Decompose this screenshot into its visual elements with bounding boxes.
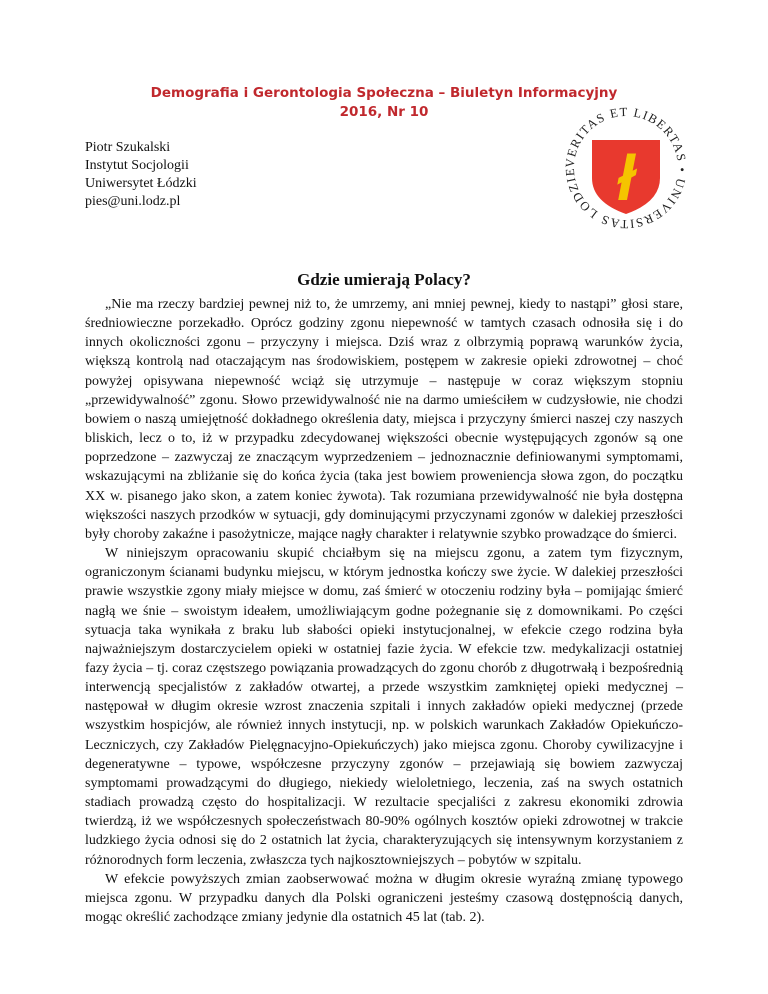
- paragraph: „Nie ma rzeczy bardziej pewnej niż to, że umrzemy, ani mniej pewnej, kiedy to nastąpi” głosi stare, średniowieczne porzekadło. Oprócz godziny zgonu niepewność w tamtych czasach odnosiła się i do innych okoliczności zgonu – przyczyny i miejsca. Dziś wraz z olbrzymią poprawą warunków życia, większą kontrolą nad otaczającym nas środowiskiem, postępem w zakresie opieki zdrowotnej – choć powyżej opisywana niepewność wciąż się utrzymuje – następuje w coraz większym stopniu „przewidywalność” zgonu. Słowo przewidywalność nie na darmo umieściłem w cudzysłowie, nie chodzi bowiem o naszą umiejętność dokładnego określenia daty, miejsca i przyczyny śmierci naszej czy naszych bliskich, lecz o to, iż w przypadku zdecydowanej większości obecnie występujących zgonów są one poprzedzone – zazwyczaj ze znaczącym wyprzedzeniem – jednoznacznie definiowanymi symptomami, wskazującymi na zbliżanie się do końca życia (taka jest bowiem proweniencja słowa zgon, do początku XX w. pisanego jako skon, a zatem koniec żywota). Tak rozumiana przewidywalność nie była dostępna większości naszych przodków w sytuacji, gdy dominującymi przyczynami zgonów w dalekiej przeszłości były choroby zakaźne i pasożytnicze, mające nagły charakter i relatywnie szybko prowadzące do śmierci.: [85, 297, 683, 542]
- article-title: Gdzie umierają Polacy?: [297, 270, 471, 289]
- author-name: Piotr Szukalski: [85, 140, 171, 155]
- university-logo: [562, 104, 690, 232]
- author-university: Uniwersytet Łódzki: [85, 176, 197, 191]
- bulletin-title: Demografia i Gerontologia Społeczna – Biuletyn Informacyjny: [150, 85, 618, 101]
- author-email: pies@uni.lodz.pl: [85, 194, 181, 209]
- seal-ring-text: VERITAS ET LIBERTAS • UNIVERSITAS LODZIE: [562, 104, 690, 232]
- author-block: [85, 139, 197, 211]
- bulletin-issue: 2016, Nr 10: [339, 104, 429, 120]
- article-body: [85, 295, 683, 927]
- paragraph: W niniejszym opracowaniu skupić chciałbym się na miejscu zgonu, a zatem tym fizycznym, ograniczonym ścianami budynku miejscu, w którym jednostka kończy swe życie. W dalekiej przeszłości prawie wszystkie zgony miały miejsce w domu, zaś śmierć w otoczeniu rodziny była – pomijając śmierć nagłą we śnie – swoistym ideałem, umożliwiającym godne pożegnanie się z domownikami. Po części sytuacja taka wynikała z braku lub słabości opieki instytucjonalnej, w efekcie czego rodzina była najważniejszym dostarczycielem opieki w ostatniej fazie życia. W efekcie tzw. medykalizacji ostatniej fazy życia – tj. coraz częstszego powiązania prowadzących do zgonu chorób z długotrwałą i bezpośrednią interwencją specjalistów z zakładów otwartej, a przede wszystkim zamkniętej opieki medycznej – następował w długim okresie wzrost znaczenia szpitali i innych zakładów opieki medycznej (przede wszystkim hospicjów, ale również innych instytucji, np. w polskich warunkach Zakładów Opiekuńczo-Leczniczych, czy Zakładów Pielęgnacyjno-Opiekuńczych) jako miejsca zgonu. Choroby cywilizacyjne i degeneratywne – typowe, współczesne przyczyny zgonów – przejawiają się bowiem zazwyczaj symptomami prowadzącymi do długiego, niekiedy wieloletniego, leczenia, zaś na swych ostatnich stadiach prowadzą często do hospitalizacji. W rezultacie specjaliści z zakresu ekonomiki zdrowia twierdzą, iż we współczesnych społeczeństwach 80-90% ogólnych kosztów opieki zdrowotnej w trakcie ludzkiego życia odnosi się do 2 ostatnich lat życia, charakteryzujących się intensywnym korzystaniem z różnorodnych form leczenia, zwłaszcza tych najkosztowniejszych – pobytów w szpitalu.: [85, 546, 683, 868]
- author-institute: Instytut Socjologii: [85, 158, 189, 173]
- paragraph: W efekcie powyższych zmian zaobserwować można w długim okresie wyraźną zmianę typowego miejsca zgonu. W przypadku danych dla Polski ograniczeni jesteśmy czasową dostępnością danych, mogąc określić zachodzące zmiany jedynie dla ostatnich 45 lat (tab. 2).: [85, 871, 683, 925]
- university-seal-icon: [562, 104, 690, 232]
- seal-letter: ł: [617, 142, 635, 214]
